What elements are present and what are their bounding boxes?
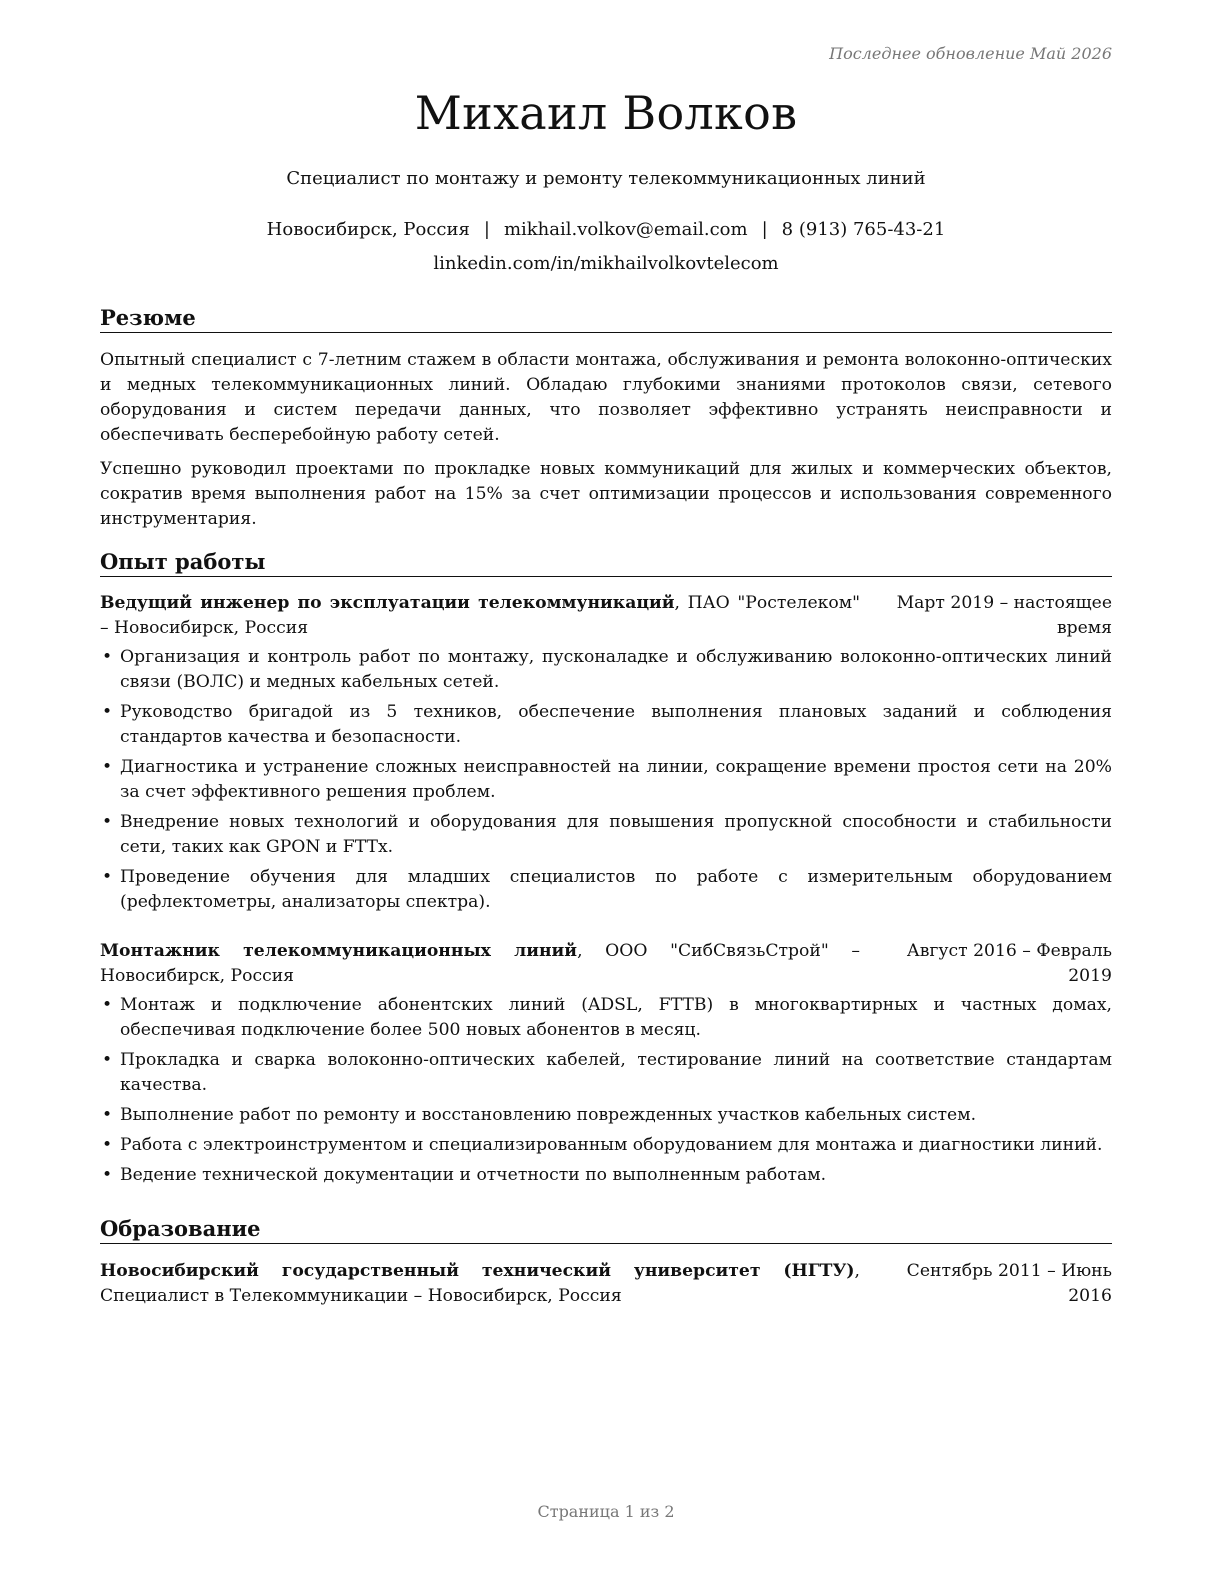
job-entry [100, 939, 1112, 1193]
contact-email[interactable]: mikhail.volkov@email.com [503, 219, 748, 240]
contact-line [100, 219, 1112, 240]
contact-phone: 8 (913) 765-43-21 [781, 219, 946, 240]
bullet-text: Внедрение новых технологий и оборудования для повышения пропускной способности и стабильности сети, таких как GPON и FTTx. [120, 812, 1112, 857]
summary-paragraph-2: Успешно руководил проектами по прокладке новых коммуникаций для жилых и коммерческих объектов, сократив время выполнения работ на 15% за счет оптимизации процессов и использования современного инструментария. [100, 459, 1112, 529]
education-details: , Специалист в Телекоммуникации – Новосибирск, Россия [100, 1261, 860, 1306]
bullet-text: Работа с электроинструментом и специализированным оборудованием для монтажа и диагностики линий. [120, 1135, 1103, 1155]
bullet-text: Диагностика и устранение сложных неисправностей на линии, сокращение времени простоя сети на 20% за счет эффективного решения проблем. [120, 757, 1112, 802]
job-dates: Август 2016 – Февраль 2019 [906, 941, 1112, 986]
job-bullets [100, 645, 1112, 915]
bullet-text: Ведение технической документации и отчетности по выполненным работам. [120, 1165, 827, 1185]
candidate-headline: Специалист по монтажу и ремонту телекоммуникационных линий [286, 168, 926, 189]
list-item [100, 865, 1112, 915]
bullet-icon: • [102, 812, 113, 832]
job-header [100, 939, 1112, 989]
bullet-text: Проведение обучения для младших специалистов по работе с измерительным оборудованием (рефлектометры, анализаторы спектра). [120, 867, 1112, 912]
bullet-text: Монтаж и подключение абонентских линий (ADSL, FTTB) в многоквартирных и частных домах, обеспечивая подключение более 500 новых абонентов в месяц. [120, 995, 1112, 1040]
job-title-line [100, 591, 860, 641]
job-position: Ведущий инженер по эксплуатации телекоммуникаций [100, 593, 675, 613]
job-company: , ПАО "Ростелеком" – Новосибирск, Россия [100, 593, 860, 638]
bullet-icon: • [102, 1105, 113, 1125]
list-item [100, 1048, 1112, 1098]
bullet-text: Выполнение работ по ремонту и восстановлению поврежденных участков кабельных систем. [120, 1105, 977, 1125]
contact-location: Новосибирск, Россия [266, 219, 470, 240]
job-bullets [100, 993, 1112, 1188]
contact-separator: | [483, 219, 490, 240]
education-title-line [100, 1259, 860, 1309]
bullet-icon: • [102, 757, 113, 777]
bullet-text: Прокладка и сварка волоконно-оптических кабелей, тестирование линий на соответствие стандартам качества. [120, 1050, 1112, 1095]
bullet-icon: • [102, 1165, 113, 1185]
bullet-text: Руководство бригадой из 5 техников, обеспечение выполнения плановых заданий и соблюдения стандартов качества и безопасности. [120, 702, 1112, 747]
bullet-text: Организация и контроль работ по монтажу, пусконаладке и обслуживанию волоконно-оптических линий связи (ВОЛС) и медных кабельных сетей. [120, 647, 1112, 692]
list-item [100, 1133, 1112, 1158]
section-title-experience: Опыт работы [100, 548, 1112, 577]
bullet-icon: • [102, 647, 113, 667]
contact-linkedin[interactable]: linkedin.com/in/mikhailvolkovtelecom [433, 253, 779, 274]
list-item [100, 700, 1112, 750]
job-dates: Март 2019 – настоящее время [896, 593, 1112, 638]
bullet-icon: • [102, 867, 113, 887]
job-title-line [100, 939, 860, 989]
bullet-icon: • [102, 995, 113, 1015]
bullet-icon: • [102, 1050, 113, 1070]
resume-page [100, 0, 1112, 1584]
job-header [100, 591, 1112, 641]
job-position: Монтажник телекоммуникационных линий [100, 941, 578, 961]
education-institution: Новосибирский государственный технический университет (НГТУ) [100, 1261, 855, 1281]
contact-separator: | [761, 219, 768, 240]
education-entry [100, 1259, 1112, 1309]
page-number: Страница 1 из 2 [537, 1502, 675, 1521]
education-dates: Сентябрь 2011 – Июнь 2016 [906, 1261, 1112, 1306]
list-item [100, 810, 1112, 860]
job-entry [100, 591, 1112, 920]
list-item [100, 1163, 1112, 1188]
bullet-icon: • [102, 702, 113, 722]
list-item [100, 645, 1112, 695]
list-item [100, 1103, 1112, 1128]
job-company: , ООО "СибСвязьСтрой" – Новосибирск, Россия [100, 941, 860, 986]
list-item [100, 993, 1112, 1043]
candidate-name: Михаил Волков [414, 86, 798, 140]
summary-paragraph-1: Опытный специалист с 7-летним стажем в области монтажа, обслуживания и ремонта волоконно-оптических и медных телекоммуникационных линий. Обладаю глубокими знаниями протоколов связи, сетевого оборудования и систем передачи данных, что позволяет эффективно устранять неисправности и обеспечивать бесперебойную работу сетей. [100, 350, 1112, 445]
section-title-education: Образование [100, 1215, 1112, 1244]
section-title-summary: Резюме [100, 304, 1112, 333]
last-updated: Последнее обновление Май 2026 [829, 44, 1112, 63]
bullet-icon: • [102, 1135, 113, 1155]
education-header [100, 1259, 1112, 1309]
list-item [100, 755, 1112, 805]
